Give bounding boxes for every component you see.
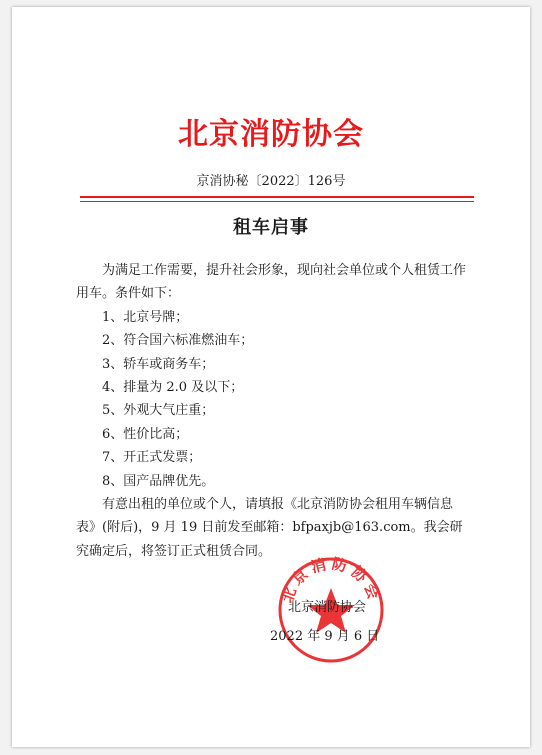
seal-text: 北京消防协会 bbox=[277, 555, 385, 606]
condition-item: 2、符合国六标准燃油车； bbox=[102, 333, 254, 349]
condition-item: 4、排量为 2.0 及以下； bbox=[102, 380, 244, 396]
red-divider-thick bbox=[80, 196, 474, 198]
condition-item: 6、性价比高； bbox=[102, 426, 189, 442]
notice-body bbox=[76, 259, 472, 563]
signature-org: 北京消防协会 bbox=[288, 600, 367, 615]
condition-item: 8、国产品牌优先。 bbox=[102, 473, 215, 489]
condition-item: 5、外观大气庄重； bbox=[102, 403, 215, 419]
closing-paragraph: 有意出租的单位或个人，请填报《北京消防协会租用车辆信息表》(附后)，9 月 19 日前发至邮箱：bfpaxjb@163.com。我会研究确定后，将签订正式租赁合同。 bbox=[76, 497, 463, 559]
document-page bbox=[12, 7, 530, 747]
document-number: 京消协秘〔2022〕126号 bbox=[196, 174, 346, 189]
condition-item: 1、北京号牌； bbox=[102, 309, 189, 325]
condition-item: 3、轿车或商务车； bbox=[102, 356, 215, 372]
condition-item: 7、开正式发票； bbox=[102, 450, 202, 466]
intro-paragraph: 为满足工作需要，提升社会形象，现向社会单位或个人租赁工作用车。条件如下： bbox=[76, 263, 467, 302]
red-divider-thin bbox=[80, 201, 474, 202]
org-title: 北京消防协会 bbox=[178, 117, 364, 152]
signature-date: 2022 年 9 月 6 日 bbox=[270, 629, 380, 644]
notice-title: 租车启事 bbox=[233, 217, 309, 238]
